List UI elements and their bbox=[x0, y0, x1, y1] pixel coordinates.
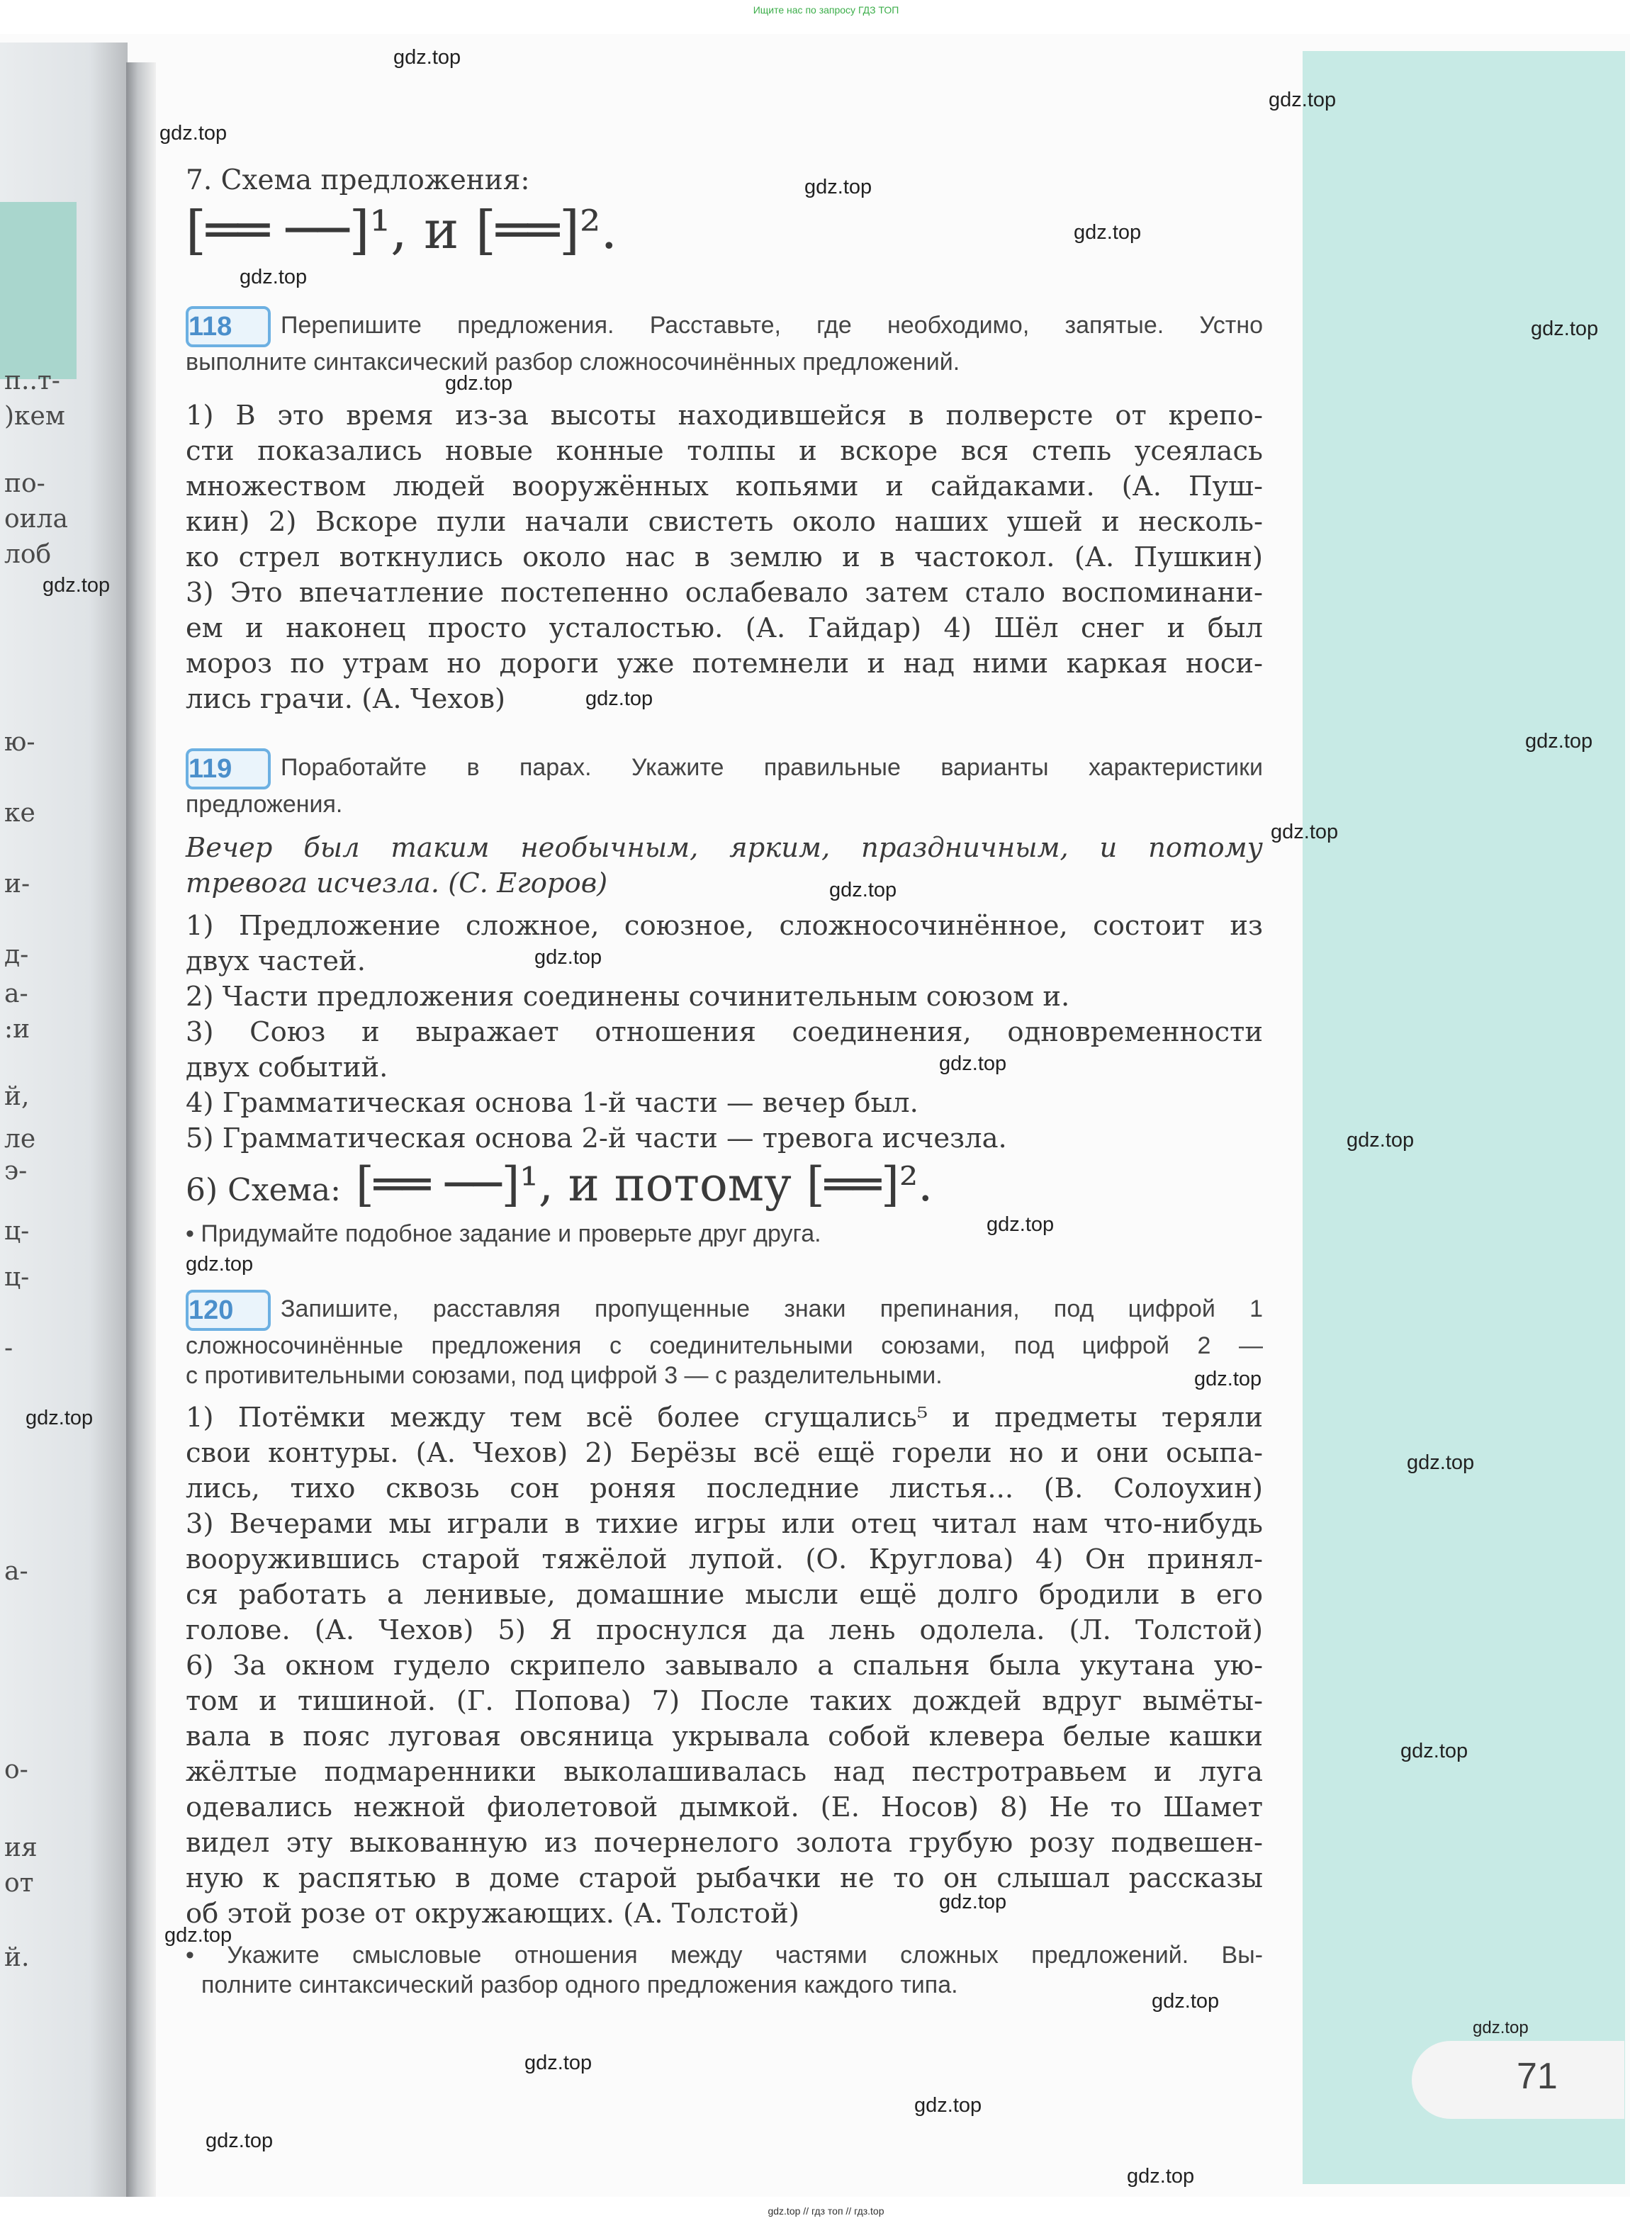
task-118-instruction-1: 118 Перепишите предложения. Расставьте, где необходимо, запятые. Устно bbox=[186, 306, 1263, 347]
text-line: мороз по утрам но дороги уже потемнели и над ними каркая носи- bbox=[186, 648, 1263, 680]
item-line: 1) Предложение сложное, союзное, сложносочинённое, состоит из bbox=[186, 910, 1263, 942]
text-line: множеством людей вооружённых копьями и сайдаками. (А. Пуш- bbox=[186, 471, 1263, 502]
previous-page-fragment: по- bbox=[4, 469, 45, 498]
text-line: лись грачи. (А. Чехов) bbox=[186, 683, 506, 715]
previous-page-fragment: ц- bbox=[4, 1263, 30, 1292]
text-line: вала в пояс луговая овсяница укрывала собой клевера белые кашки bbox=[186, 1721, 1263, 1752]
schema-7-heading: 7. Схема предложения: bbox=[186, 164, 530, 196]
task-120-text bbox=[186, 1400, 1263, 1932]
task-119-instruction-2: предложения. bbox=[186, 791, 343, 818]
previous-page-fragment: о- bbox=[4, 1755, 28, 1784]
watermark: gdz.top bbox=[1271, 821, 1339, 843]
text-line: ную к распятью в доме старой рыбачки не то он слышал рассказы bbox=[186, 1862, 1263, 1894]
previous-page-fragment: от bbox=[4, 1869, 34, 1898]
text-line: 1) Потёмки между тем всё более сгущались⁵ и предметы теряли bbox=[186, 1402, 1263, 1434]
watermark: gdz.top bbox=[159, 122, 227, 145]
watermark: gdz.top bbox=[26, 1407, 94, 1429]
text-line: свои контуры. (А. Чехов) 2) Берёзы всё ещё горели но и они осыпа- bbox=[186, 1437, 1263, 1469]
watermark: gdz.top bbox=[939, 1052, 1007, 1075]
watermark: gdz.top bbox=[1407, 1451, 1475, 1474]
text-line: 1) В это время из-за высоты находившейся в полверсте от крепо- bbox=[186, 400, 1263, 432]
previous-page-fragment: й. bbox=[4, 1943, 30, 1972]
task-120-instruction-3: с противительными союзами, под цифрой 3 — с разделительными. bbox=[186, 1362, 943, 1389]
watermark: gdz.top bbox=[43, 574, 111, 597]
text-line: ся работать а ленивые, домашние мысли ещё долго бродили в его bbox=[186, 1579, 1263, 1611]
page-number: 71 bbox=[1517, 2056, 1558, 2097]
text-line: кин) 2) Вскоре пули начали свистеть около наших ушей и несколь- bbox=[186, 506, 1263, 538]
watermark: gdz.top bbox=[186, 1253, 254, 1276]
watermark: gdz.top bbox=[1347, 1129, 1415, 1152]
watermark: gdz.top bbox=[393, 46, 461, 69]
margin-band bbox=[1303, 51, 1625, 2184]
watermark: gdz.top bbox=[939, 1891, 1007, 1913]
watermark: gdz.top bbox=[1531, 317, 1599, 340]
text-line: том и тишиной. (Г. Попова) 7) После таких дождей вдруг вымёты- bbox=[186, 1685, 1263, 1717]
text-line: ко стрел воткнулись около нас в землю и в частокол. (А. Пушкин) bbox=[186, 541, 1263, 573]
previous-page-fragment: д- bbox=[4, 940, 29, 969]
text-line: голове. (А. Чехов) 5) Я проснулся да лень одолела. (Л. Толстой) bbox=[186, 1614, 1263, 1646]
watermark: gdz.top bbox=[1400, 1740, 1468, 1762]
item-line: 5) Грамматическая основа 2-й части — тревога исчезла. bbox=[186, 1123, 1007, 1154]
text-line: 3) Вечерами мы играли в тихие игры или отец читал нам что-нибудь bbox=[186, 1508, 1263, 1540]
watermark: gdz.top bbox=[1269, 89, 1337, 111]
watermark: gdz.top bbox=[1194, 1368, 1262, 1390]
previous-page-fragment: - bbox=[4, 1334, 13, 1363]
watermark: gdz.top bbox=[1127, 2165, 1195, 2188]
text-line: лись, тихо сквозь сон роняя последние листья... (В. Солоухин) bbox=[186, 1473, 1263, 1504]
bottom-banner: gdz.top // гдз топ // гдз.top bbox=[768, 2205, 884, 2217]
task-120-instruction-2: сложносочинённые предложения с соединительными союзами, под цифрой 2 — bbox=[186, 1332, 1263, 1359]
previous-page-fragment: а- bbox=[4, 979, 28, 1008]
previous-page-fragment: й, bbox=[4, 1082, 30, 1111]
task-120 bbox=[186, 1290, 1263, 2000]
previous-page-fragment: ю- bbox=[4, 728, 35, 757]
previous-page-fragment: ц- bbox=[4, 1217, 30, 1246]
text-line: ем и наконец просто усталостью. (А. Гайдар) 4) Шёл снег и был bbox=[186, 612, 1263, 644]
watermark: gdz.top bbox=[240, 266, 308, 288]
item-line: 3) Союз и выражает отношения соединения, одновременности bbox=[186, 1016, 1263, 1048]
item-line: 2) Части предложения соединены сочинительным союзом и. bbox=[186, 981, 1070, 1013]
text-line: жёлтые подмаренники выколашивалась над пестротравьем и луга bbox=[186, 1756, 1263, 1788]
text-line: видел эту выкованную из почернелого золота грубую розу подвешен- bbox=[186, 1827, 1263, 1859]
task-number-badge: 119 bbox=[186, 748, 271, 789]
text-line: сти показались новые конные толпы и вскоре вся степь усеялась bbox=[186, 435, 1263, 467]
watermark: gdz.top bbox=[1074, 221, 1142, 244]
watermark: gdz.top bbox=[1525, 730, 1593, 753]
previous-page-fragment: оила bbox=[4, 505, 68, 534]
previous-page-fragment: ия bbox=[4, 1833, 38, 1862]
task-118 bbox=[186, 306, 1263, 717]
previous-page-fragment: п..т- bbox=[4, 366, 60, 395]
item-line: двух частей. bbox=[186, 945, 366, 977]
previous-page-fragment: :и bbox=[4, 1015, 30, 1044]
previous-page-fragment: и- bbox=[4, 870, 30, 899]
task-120-instruction-1: 120 Запишите, расставляя пропущенные знаки препинания, под цифрой 1 bbox=[186, 1290, 1263, 1331]
task-119-bullet: • Придумайте подобное задание и проверьте друг друга. bbox=[186, 1220, 821, 1247]
previous-page-fragment: э- bbox=[4, 1157, 28, 1186]
task-118-instruction-2: выполните синтаксический разбор сложносочинённых предложений. bbox=[186, 349, 960, 376]
text-line: одевались нежной фиолетовой дымкой. (Е. Носов) 8) Не то Шамет bbox=[186, 1791, 1263, 1823]
watermark: gdz.top bbox=[829, 879, 897, 901]
task-118-text bbox=[186, 398, 1263, 717]
previous-page-fragment: ке bbox=[4, 799, 35, 828]
previous-page-fragment: а- bbox=[4, 1557, 28, 1586]
watermark: gdz.top bbox=[1473, 2018, 1529, 2037]
watermark: gdz.top bbox=[164, 1924, 232, 1947]
watermark: gdz.top bbox=[534, 946, 602, 969]
text-line: об этой розе от окружающих. (А. Толстой) bbox=[186, 1898, 799, 1930]
task-119-schema: 6) Схема: [══ ──]¹, и потому [══]². bbox=[186, 1157, 933, 1212]
watermark: gdz.top bbox=[914, 2094, 982, 2117]
watermark: gdz.top bbox=[585, 687, 653, 710]
watermark: gdz.top bbox=[1152, 1990, 1220, 2013]
previous-page-fragment: )кем bbox=[4, 402, 65, 431]
task-number-badge: 118 bbox=[186, 306, 271, 347]
text-line: 3) Это впечатление постепенно ослабевало затем стало воспоминани- bbox=[186, 577, 1263, 609]
task-119-example: Вечер был таким необычным, ярким, праздничным, и потому тревога исчезла. (С. Егоров) bbox=[186, 832, 1263, 899]
schema-7 bbox=[186, 163, 1263, 262]
book-gutter bbox=[126, 62, 156, 2197]
watermark: gdz.top bbox=[804, 176, 872, 198]
item-line: 4) Грамматическая основа 1-й части — вечер был. bbox=[186, 1087, 918, 1119]
item-line: двух событий. bbox=[186, 1052, 388, 1084]
task-119-items bbox=[186, 908, 1263, 1157]
schema-7-formula: [══ ──]¹, и [══]². bbox=[186, 200, 618, 261]
top-banner: Ищите нас по запросу ГДЗ ТОП bbox=[753, 4, 899, 16]
watermark: gdz.top bbox=[524, 2052, 592, 2074]
task-119-instruction-1: 119 Поработайте в парах. Укажите правильные варианты характеристики bbox=[186, 748, 1263, 789]
task-120-bullet: • Укажите смысловые отношения между частями сложных предложений. Вы- полните синтаксический разбор одного предложения каждого типа. bbox=[186, 1942, 1263, 1998]
watermark: gdz.top bbox=[206, 2129, 274, 2152]
previous-page-fragment: лоб bbox=[4, 540, 52, 569]
task-number-badge: 120 bbox=[186, 1290, 271, 1331]
previous-page-fragment: ле bbox=[4, 1125, 36, 1154]
text-line: вооружившись старой тяжёлой лупой. (О. Круглова) 4) Он принял- bbox=[186, 1543, 1263, 1575]
text-line: 6) За окном гудело скрипело завывало а спальня была укутана ую- bbox=[186, 1650, 1263, 1682]
previous-page-tab bbox=[0, 202, 77, 379]
watermark: gdz.top bbox=[987, 1213, 1055, 1236]
task-119 bbox=[186, 748, 1263, 1249]
watermark: gdz.top bbox=[445, 372, 513, 395]
